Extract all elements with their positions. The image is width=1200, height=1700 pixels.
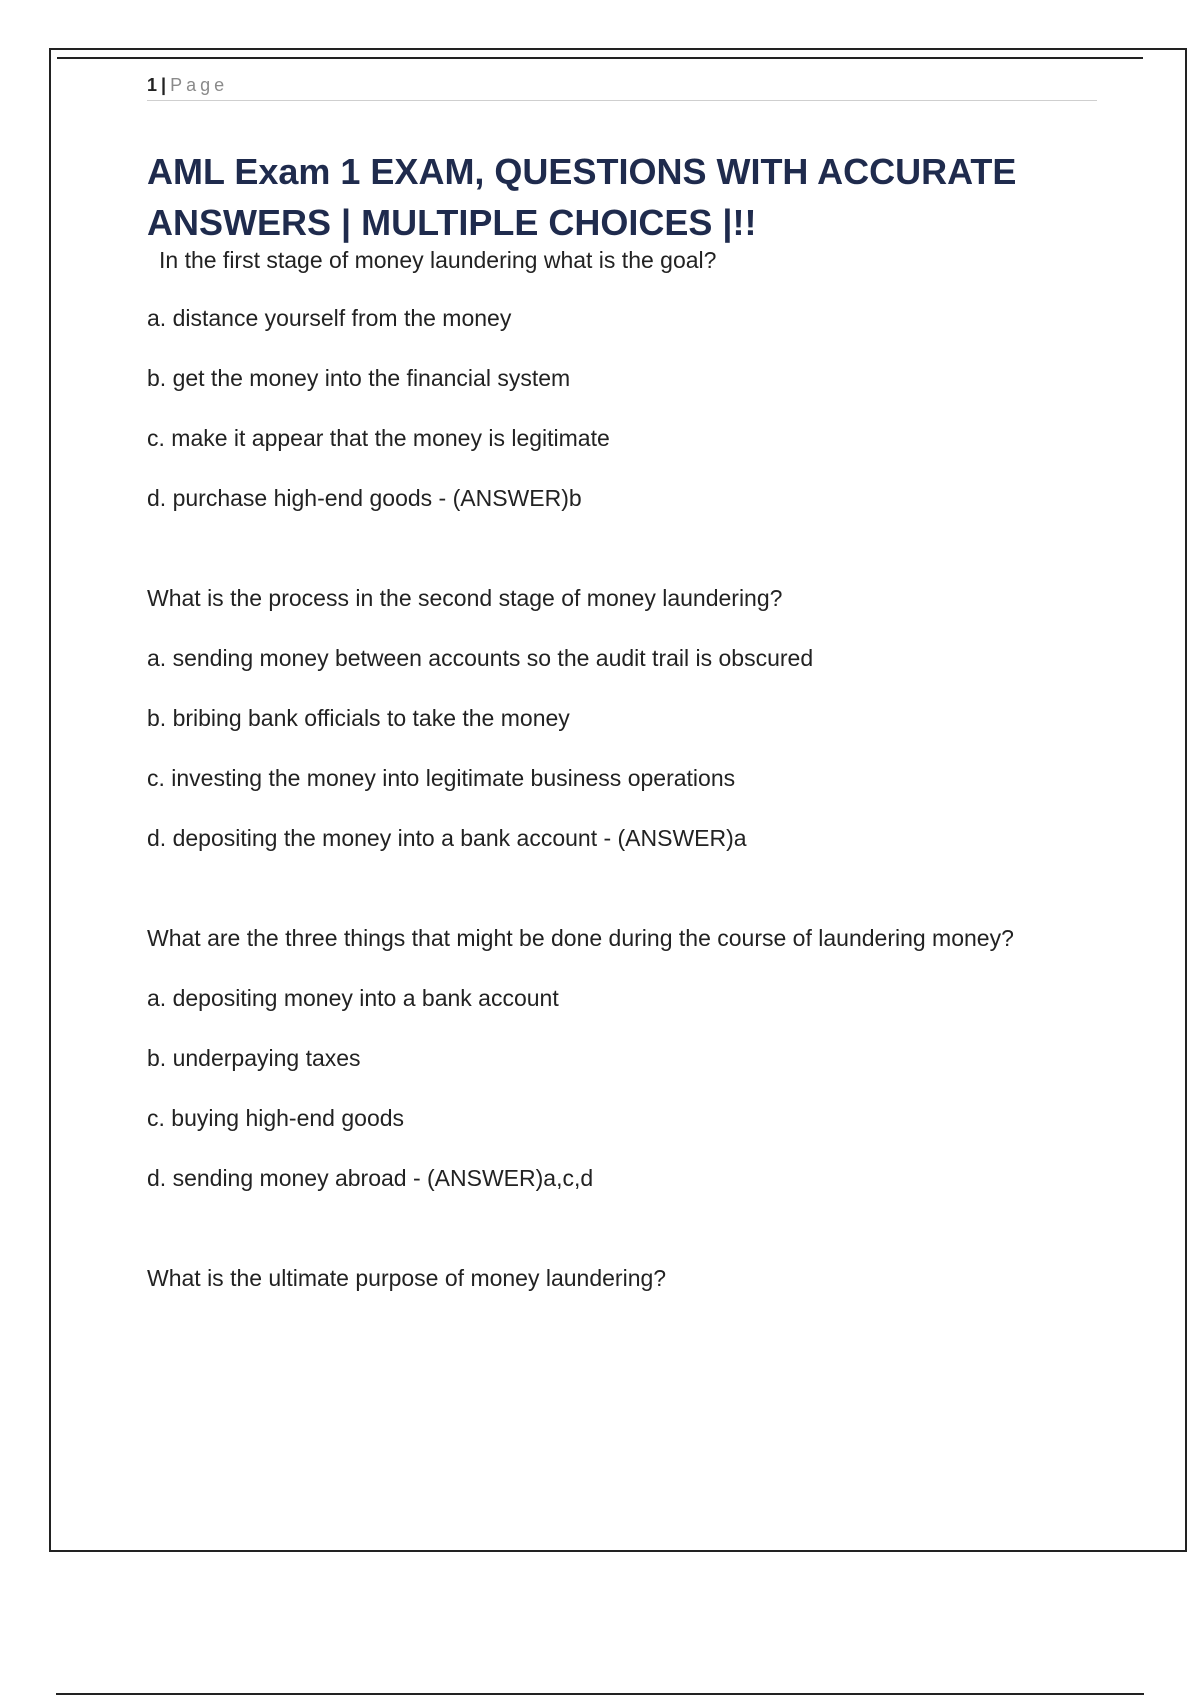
question-text: What is the ultimate purpose of money laundering? (147, 1265, 667, 1291)
page-frame (49, 48, 1187, 1552)
answer-option-d: d. purchase high-end goods - (ANSWER)b (147, 485, 582, 511)
document-title (147, 146, 1107, 248)
title-line-1: AML Exam 1 EXAM, QUESTIONS WITH ACCURATE (147, 151, 1017, 192)
answer-option-c: c. make it appear that the money is legitimate (147, 425, 610, 451)
answer-option-b: b. bribing bank officials to take the money (147, 705, 570, 731)
answer-option-d: d. sending money abroad - (ANSWER)a,c,d (147, 1165, 594, 1191)
answer-option-a: a. sending money between accounts so the audit trail is obscured (147, 645, 814, 671)
question-block-3 (147, 918, 1107, 1198)
question-text: In the first stage of money laundering what is the goal? (159, 247, 717, 273)
document-body (147, 242, 1107, 1298)
page-label: Page (170, 75, 229, 95)
question-block-2 (147, 578, 1107, 858)
question-block-1 (147, 242, 1107, 518)
question-text: What is the process in the second stage of money laundering? (147, 585, 783, 611)
answer-option-a: a. distance yourself from the money (147, 305, 512, 331)
page-number: 1 (147, 75, 158, 95)
top-rule (57, 57, 1143, 59)
answer-option-b: b. get the money into the financial system (147, 365, 571, 391)
bottom-rule (56, 1693, 1144, 1695)
page-header (147, 70, 1097, 101)
answer-option-a: a. depositing money into a bank account (147, 985, 559, 1011)
title-line-2: ANSWERS | MULTIPLE CHOICES |!! (147, 202, 757, 243)
answer-option-b: b. underpaying taxes (147, 1045, 361, 1071)
answer-option-d: d. depositing the money into a bank account - (ANSWER)a (147, 825, 747, 851)
answer-option-c: c. buying high-end goods (147, 1105, 405, 1131)
page-separator: | (161, 75, 167, 95)
question-text: What are the three things that might be done during the course of laundering money? (147, 925, 1014, 951)
answer-option-c: c. investing the money into legitimate business operations (147, 765, 736, 791)
